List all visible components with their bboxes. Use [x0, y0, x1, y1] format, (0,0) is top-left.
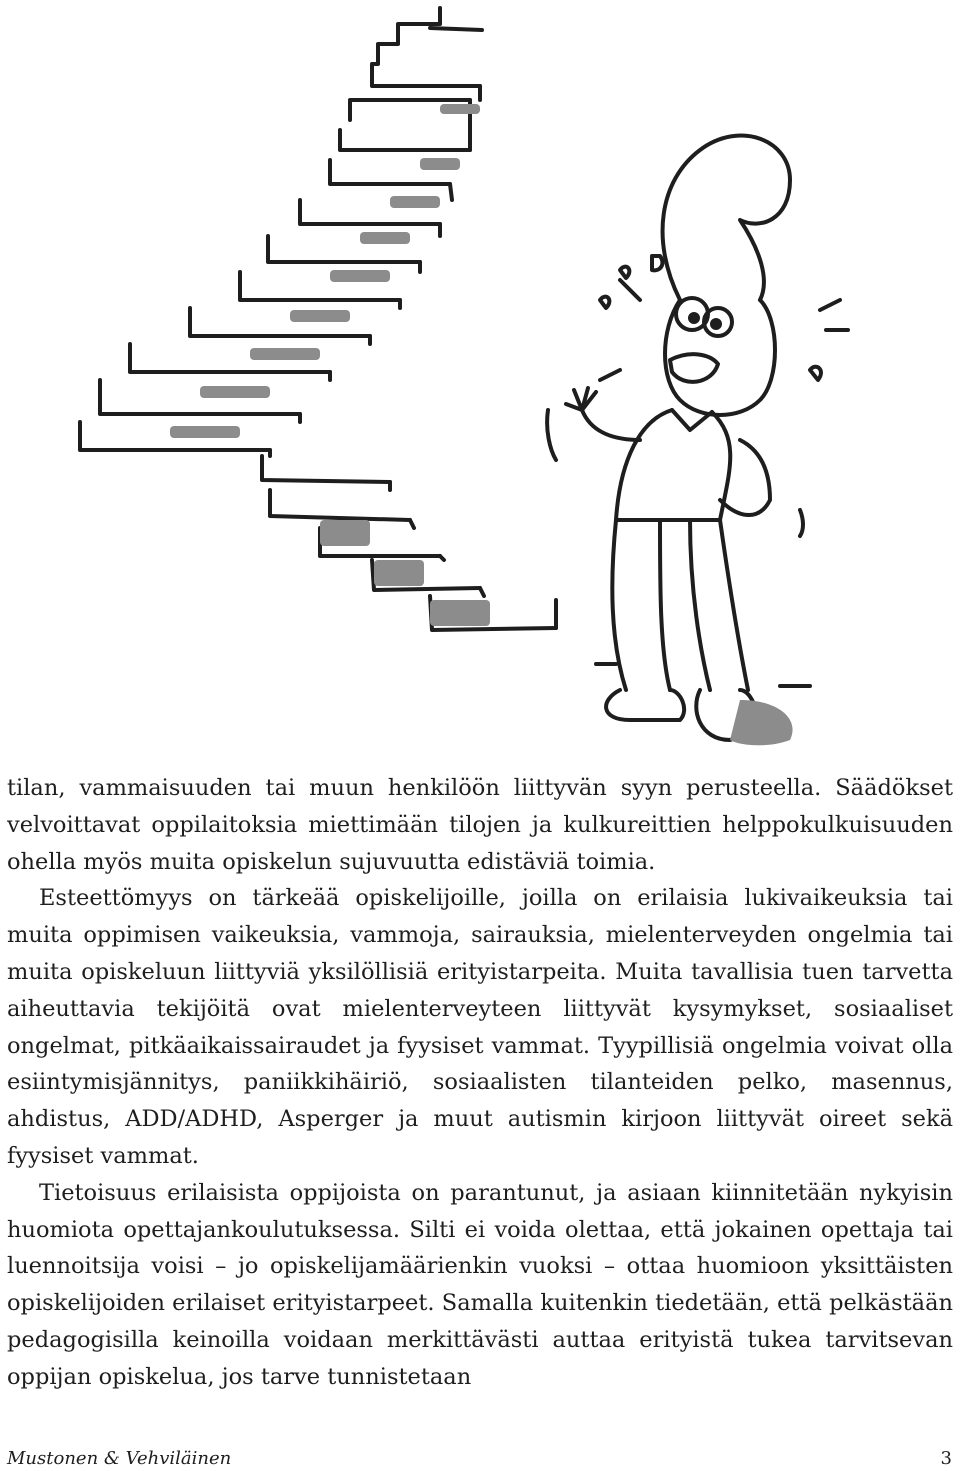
- person-drawing: [547, 136, 848, 740]
- paragraph-3: Tietoisuus erilaisista oppijoista on parantunut, ja asiaan kiinnitetään nykyisin huomiota opettajankoulutuksessa. Silti ei voida olettaa, että jokainen opettaja tai luennoitsija voisi – jo opiskelijamäärienkin vuoksi – ottaa huomioon yksittäisten opiskelijoiden erilaiset erityistarpeet. Samalla kuitenkin tiedetään, että pelkästään pedagogisilla keinoilla voidaan merkittävästi auttaa erityistä tukea tarvitsevan oppijan opiskelua, jos tarve tunnistetaan: [7, 1179, 953, 1390]
- page-number: 3: [940, 1448, 952, 1469]
- footer-author: Mustonen & Vehviläinen: [7, 1448, 232, 1469]
- body-text: [7, 770, 953, 1396]
- paragraph-2: Esteettömyys on tärkeää opiskelijoille, joilla on erilaisia lukivaikeuksia tai muita oppimisen vaikeuksia, vammoja, sairauksia, mielenterveyden ongelmia tai muita opiskeluun liittyviä yksilöllisiä erityistarpeita. Muita tavallisia tuen tarvetta aiheuttavia tekijöitä ovat mielenterveyteen liittyvät kysymykset, sosiaaliset ongelmat, pitkäaikaissairaudet ja fyysiset vammat. Tyypillisiä ongelmia voivat olla esiintymisjännitys, paniikkihäiriö, sosiaalisten tilanteiden pelko, masennus, ahdistus, ADD/ADHD, Asperger ja muut autismin kirjoon liittyvät oireet sekä fyysiset vammat.: [7, 885, 953, 1169]
- paragraph-1: tilan, vammaisuuden tai muun henkilöön liittyvän syyn perusteella. Säädökset velvoittavat oppilaitoksia miettimään tilojen ja kulkureittien helppokulkuisuuden ohella myös muita opiskelun sujuvuutta edistäviä toimia.: [7, 775, 953, 875]
- person-shadow: [730, 700, 793, 745]
